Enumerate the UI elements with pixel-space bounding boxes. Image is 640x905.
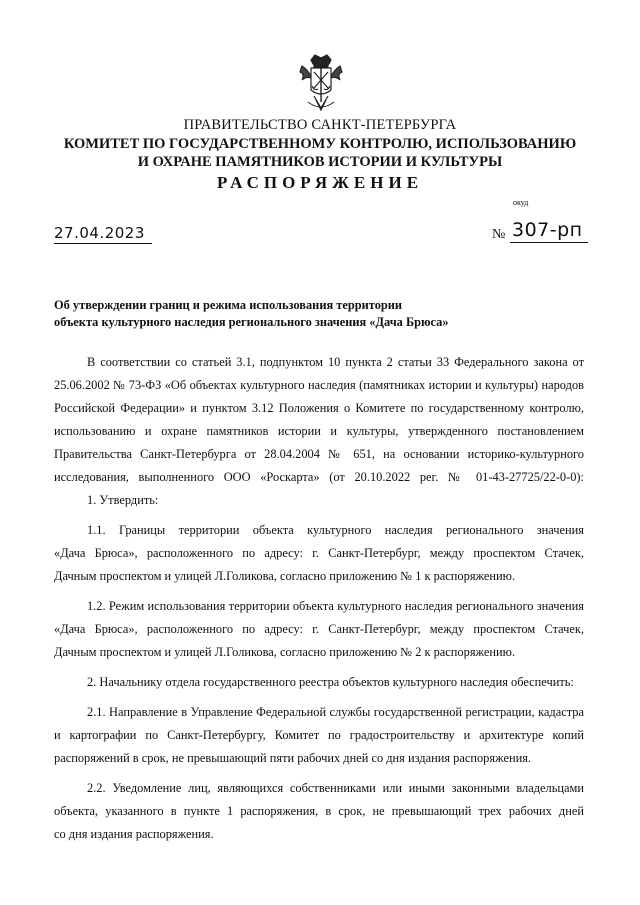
- body-line: объекта, указанного в пункте 1 распоряжения, в срок, не превышающий трех рабочих дней: [54, 804, 584, 818]
- body-line: 1.2. Режим использования территории объекта культурного наследия регионального значения: [87, 599, 584, 613]
- document-body: [54, 351, 584, 846]
- body-line: Дачным проспектом и улицей Л.Голикова, согласно приложению № 1 к распоряжению.: [54, 569, 516, 583]
- document-date: 27.04.2023: [54, 224, 152, 244]
- body-line: 2.1. Направление в Управление Федеральной службы государственной регистрации, кадастра: [87, 705, 584, 719]
- body-line: распоряжений в срок, не превышающий пяти рабочих дней со дня издания распоряжения.: [54, 751, 532, 765]
- body-line: «Дача Брюса», расположенного по адресу: г. Санкт-Петербург, между проспектом Стачек,: [54, 546, 584, 560]
- okud-tag: окуд: [513, 198, 529, 207]
- subject-line: объекта культурного наследия регионального значения «Дача Брюса»: [54, 315, 449, 329]
- body-line: и картографии по Санкт-Петербургу, Комитет по градостроительству и архитектуре копий: [54, 728, 584, 742]
- body-line: Правительства Санкт-Петербурга от 28.04.2004 № 651, на основании историко-культурного: [54, 447, 584, 461]
- body-line: использованию и охране памятников истории и культуры, утвержденного постановлением: [54, 424, 584, 438]
- document-subject: [54, 297, 449, 331]
- body-line: со дня издания распоряжения.: [54, 827, 214, 841]
- document-type: РАСПОРЯЖЕНИЕ: [216, 173, 424, 192]
- body-line: 25.06.2002 № 73-ФЗ «Об объектах культурного наследия (памятниках истории и культуры) народов: [54, 378, 584, 392]
- number-sign: №: [492, 227, 506, 242]
- government-name: ПРАВИТЕЛЬСТВО САНКТ-ПЕТЕРБУРГА: [183, 117, 457, 133]
- body-line: «Дача Брюса», расположенного по адресу: г. Санкт-Петербург, между проспектом Стачек,: [54, 622, 584, 636]
- body-line: 1. Утвердить:: [87, 493, 159, 507]
- body-line: 2. Начальнику отдела государственного реестра объектов культурного наследия обеспечить:: [87, 675, 574, 689]
- committee-name-line-2: И ОХРАНЕ ПАМЯТНИКОВ ИСТОРИИ И КУЛЬТУРЫ: [137, 154, 503, 170]
- committee-name-line-1: КОМИТЕТ ПО ГОСУДАРСТВЕННОМУ КОНТРОЛЮ, ИСПОЛЬЗОВАНИЮ: [63, 136, 577, 152]
- coat-of-arms-icon: [296, 52, 346, 114]
- body-line: исследования, выполненного ООО «Роскарта» (от 20.10.2022 рег. № 01-43-27725/22-0-0):: [54, 470, 584, 484]
- body-line: Дачным проспектом и улицей Л.Голикова, согласно приложению № 2 к распоряжению.: [54, 645, 516, 659]
- subject-line: Об утверждении границ и режима использования территории: [54, 298, 403, 312]
- body-line: В соответствии со статьей 3.1, подпунктом 10 пункта 2 статьи 33 Федерального закона от: [87, 355, 584, 369]
- document-number: 307-рп: [510, 218, 588, 243]
- body-line: 1.1. Границы территории объекта культурного наследия регионального значения: [87, 523, 584, 537]
- body-line: Российской Федерации» и пунктом 3.12 Положения о Комитете по государственному контролю,: [54, 401, 584, 415]
- body-line: 2.2. Уведомление лиц, являющихся собственниками или иными законными владельцами: [87, 781, 584, 795]
